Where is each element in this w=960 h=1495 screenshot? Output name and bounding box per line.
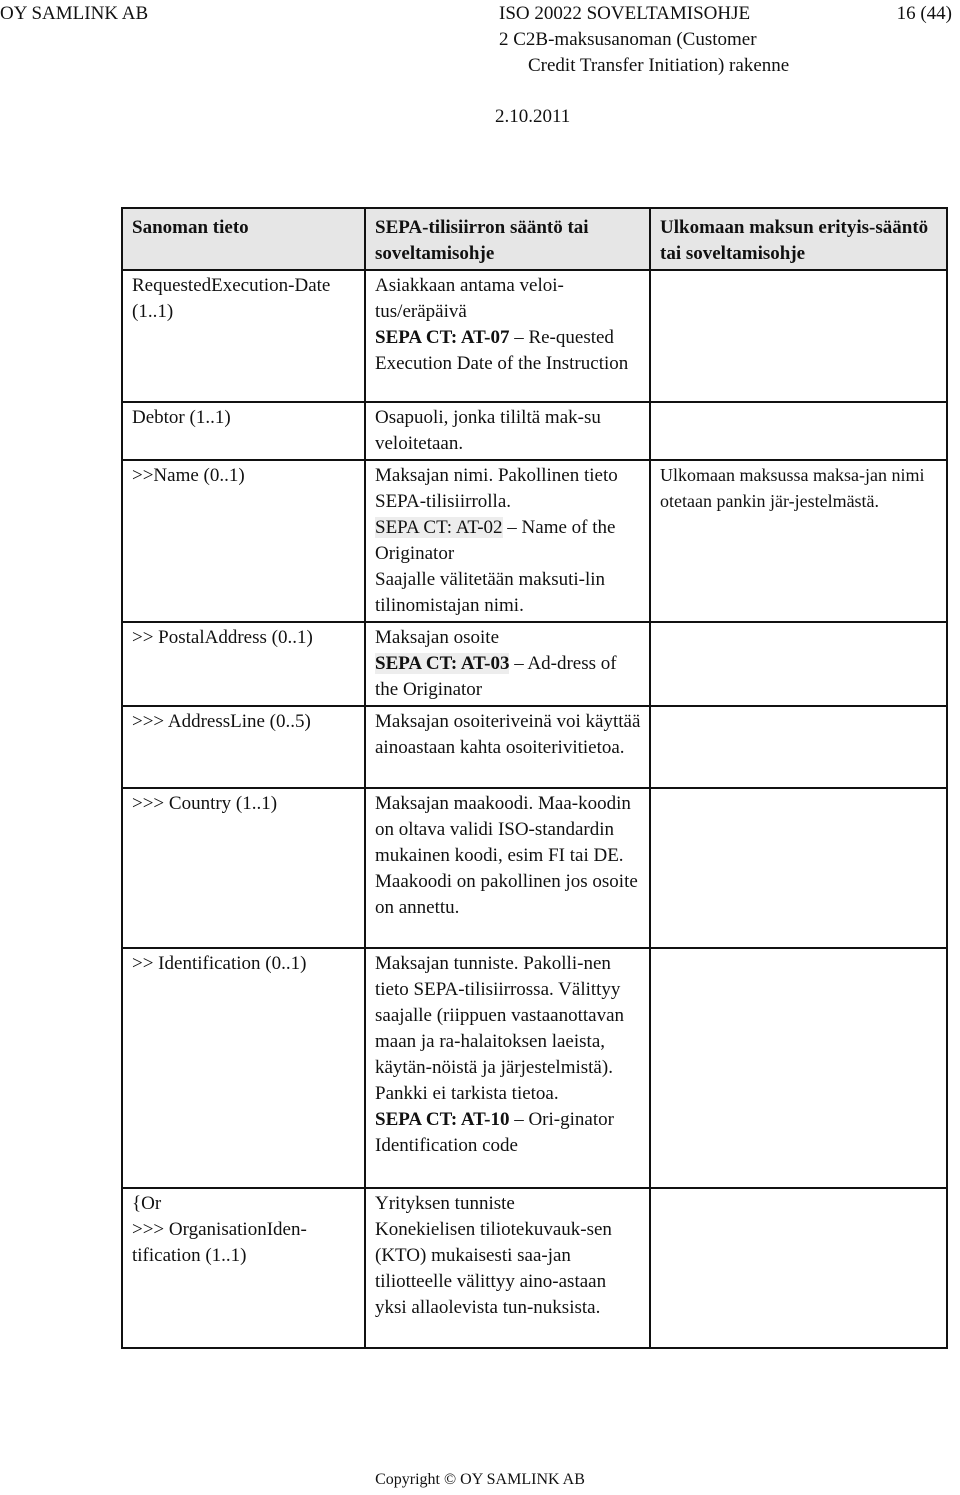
field-name: >>> Country (1..1) xyxy=(122,788,365,948)
section-title-line2: Credit Transfer Initiation) rakenne xyxy=(528,55,790,76)
table-row xyxy=(122,402,947,460)
foreign-rule-cell xyxy=(650,270,947,402)
field-name: Debtor (1..1) xyxy=(122,402,365,460)
rule-text: Maksajan tunniste. Pakolli-nen tieto SEPA-tilisiirrossa. Välittyy saajalle (riippuen vastaanottavan maan ja ra-halaitoksen laeista, käytän-nöistä ja järjestelmistä). Pankki ei tarkista tietoa. xyxy=(375,953,625,1104)
table-row xyxy=(122,1188,947,1348)
sepa-ct-code: SEPA CT: AT-10 xyxy=(375,1109,510,1130)
field-name-cell xyxy=(122,1188,365,1348)
foreign-rule-cell xyxy=(650,622,947,706)
table-row xyxy=(122,788,947,948)
document-title: ISO 20022 SOVELTAMISOHJE xyxy=(499,3,751,24)
column-header-foreign-rule: Ulkomaan maksun erityis-sääntö tai soveltamisohje xyxy=(650,208,947,270)
rule-text: Osapuoli, jonka tililtä mak-su veloitetaan. xyxy=(375,407,601,454)
table-row xyxy=(122,460,947,622)
sepa-rule-cell xyxy=(365,706,650,788)
rule-text: Yrityksen tunniste xyxy=(375,1193,515,1214)
sepa-ct-description: – Name of the Originator xyxy=(375,517,616,564)
company-name: OY SAMLINK AB xyxy=(0,3,149,24)
field-choice-marker: {Or xyxy=(132,1193,162,1214)
sepa-ct-code: SEPA CT: AT-03 xyxy=(375,653,510,674)
field-name: >>> AddressLine (0..5) xyxy=(122,706,365,788)
copyright-footer: Copyright © OY SAMLINK AB xyxy=(375,1471,585,1488)
column-header-sepa-rule: SEPA-tilisiirron sääntö tai soveltamisohje xyxy=(365,208,650,270)
sepa-ct-description: – Ad-dress of the Originator xyxy=(375,653,617,700)
foreign-rule-cell xyxy=(650,706,947,788)
field-name: RequestedExecution-Date (1..1) xyxy=(122,270,365,402)
foreign-rule-cell xyxy=(650,402,947,460)
rule-text: Asiakkaan antama veloi-tus/eräpäivä xyxy=(375,275,564,322)
sepa-rule-cell xyxy=(365,622,650,706)
table-row xyxy=(122,622,947,706)
field-name: >> Identification (0..1) xyxy=(122,948,365,1188)
table-row xyxy=(122,948,947,1188)
rule-text: Maksajan osoite xyxy=(375,627,500,648)
field-name: >> PostalAddress (0..1) xyxy=(122,622,365,706)
table-row xyxy=(122,270,947,402)
sepa-rule-cell xyxy=(365,948,650,1188)
sepa-rule-cell xyxy=(365,1188,650,1348)
document-date: 2.10.2011 xyxy=(495,106,571,127)
sepa-ct-code: SEPA CT: AT-07 xyxy=(375,327,510,348)
rule-text: Maksajan osoiteriveinä voi käyttää ainoastaan kahta osoiterivitietoa. xyxy=(375,711,641,758)
foreign-rule-text: Ulkomaan maksussa maksa-jan nimi otetaan pankin jär-jestelmästä. xyxy=(660,465,925,511)
sepa-ct-description: – Re-quested Execution Date of the Instruction xyxy=(375,327,629,374)
field-name: >>> OrganisationIden-tification (1..1) xyxy=(132,1219,307,1266)
foreign-rule-cell xyxy=(650,460,947,622)
foreign-rule-cell xyxy=(650,1188,947,1348)
section-title-line1: 2 C2B-maksusanoman (Customer xyxy=(499,29,757,50)
column-header-field: Sanoman tieto xyxy=(122,208,365,270)
rule-text-after: Saajalle välitetään maksuti-lin tilinomistajan nimi. xyxy=(375,569,606,616)
sepa-ct-description: – Ori-ginator Identification code xyxy=(375,1109,614,1156)
table-row xyxy=(122,706,947,788)
foreign-rule-cell xyxy=(650,948,947,1188)
sepa-rule-cell xyxy=(365,788,650,948)
sepa-rule-cell xyxy=(365,270,650,402)
table-header-row xyxy=(122,208,947,270)
rule-text: Maksajan nimi. Pakollinen tieto SEPA-tilisiirrolla. xyxy=(375,465,618,512)
sepa-ct-highlight xyxy=(375,517,503,538)
rule-text: Maksajan maakoodi. Maa-koodin on oltava validi ISO-standardin mukainen koodi, esim FI tai DE. Maakoodi on pakollinen jos osoite on annettu. xyxy=(375,793,638,918)
page-number: 16 (44) xyxy=(896,3,952,24)
sepa-rule-cell xyxy=(365,402,650,460)
foreign-rule-cell xyxy=(650,788,947,948)
message-field-table xyxy=(121,207,948,1349)
sepa-ct-code: SEPA CT: AT-02 xyxy=(375,517,503,538)
field-name: >>Name (0..1) xyxy=(122,460,365,622)
sepa-rule-cell xyxy=(365,460,650,622)
rule-text: Konekielisen tiliotekuvauk-sen (KTO) mukaisesti saa-jan tiliotteelle välittyy aino-astaan yksi allaolevista tun-nuksista. xyxy=(375,1219,612,1318)
